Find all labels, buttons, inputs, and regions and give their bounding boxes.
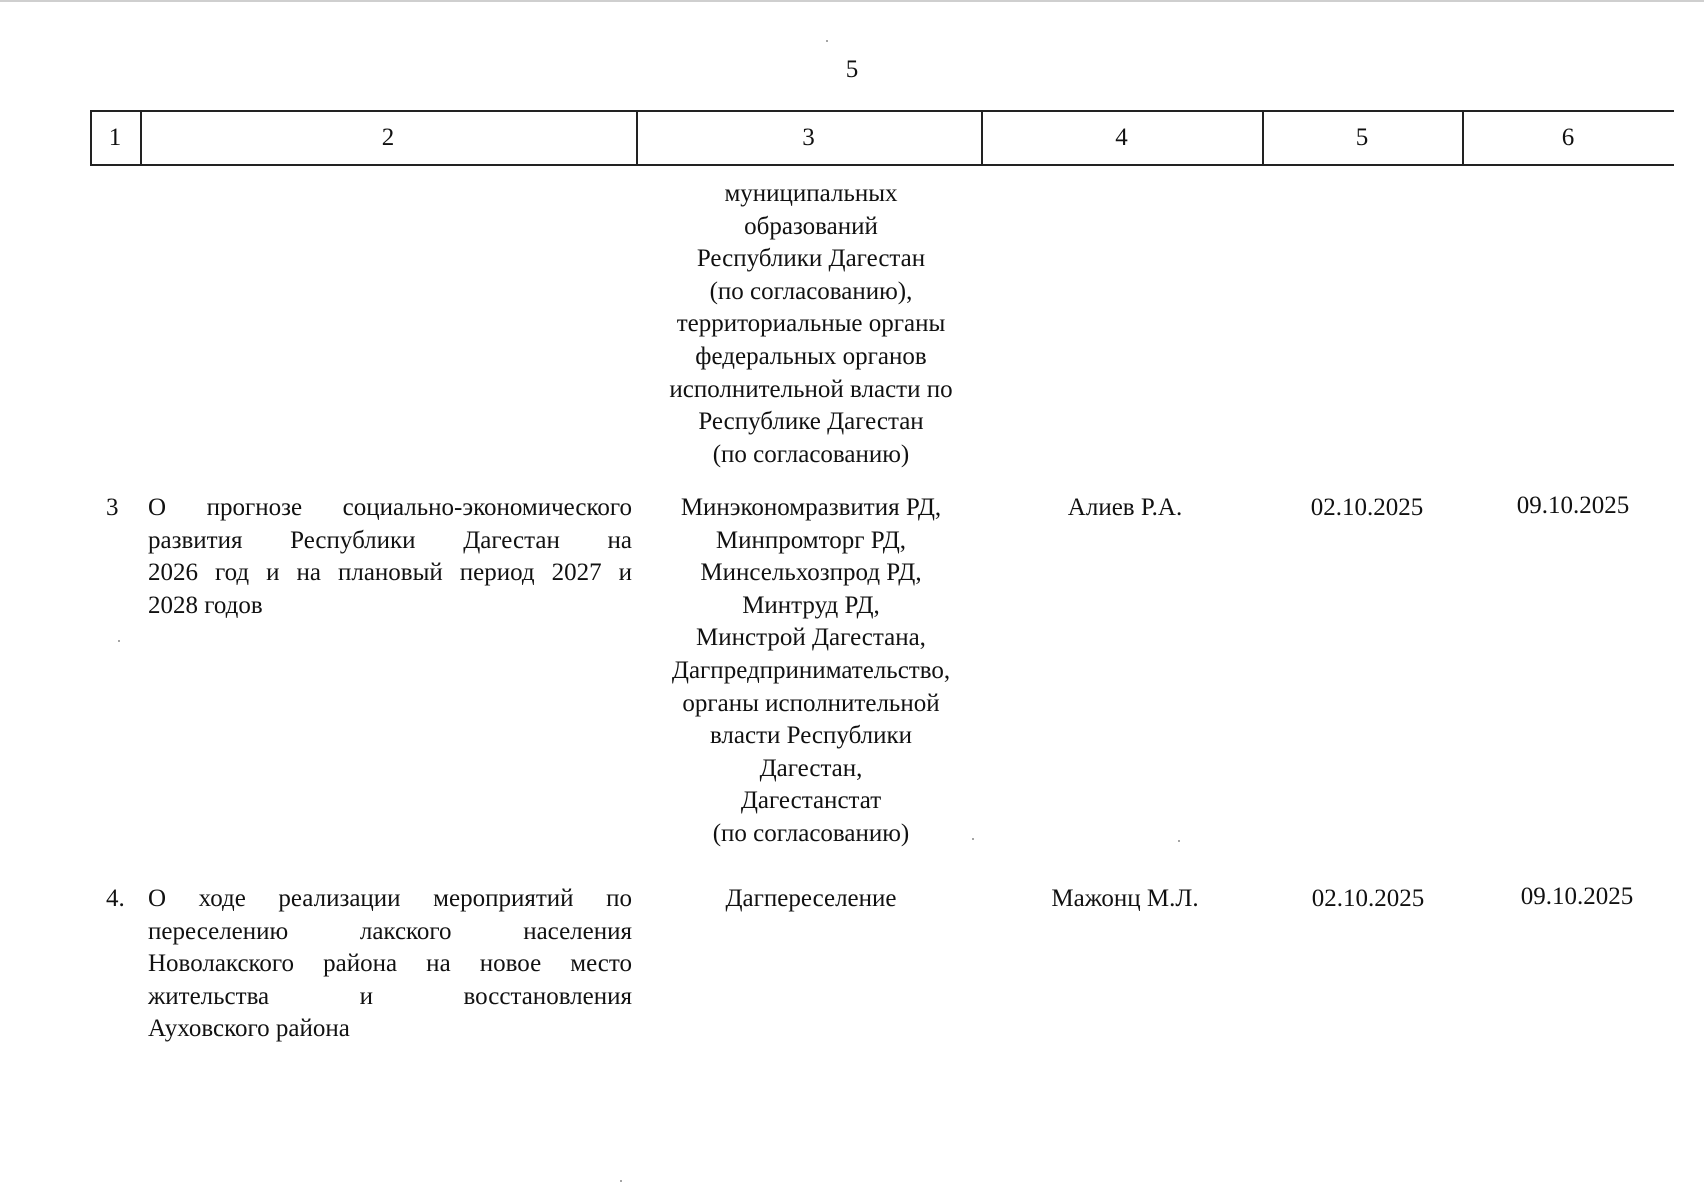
- text-line: развития Республики Дагестан на: [148, 526, 632, 554]
- row-topic: [148, 492, 632, 622]
- text-line: О ходе реализации мероприятий по: [148, 885, 632, 912]
- scan-speck: [826, 40, 828, 42]
- column-header: 3: [802, 124, 815, 151]
- row-responsible: Алиев Р.А.: [1067, 494, 1183, 521]
- text-line: Минтруд РД,: [742, 591, 880, 619]
- text-line: федеральных органов: [695, 342, 927, 370]
- row-responsible: Мажонц М.Л.: [1051, 885, 1199, 912]
- text-line: Минстрой Дагестана,: [696, 624, 926, 652]
- row-date-1: 02.10.2025: [1310, 494, 1424, 521]
- text-line: Дагестанстат: [740, 787, 882, 815]
- text-line: территориальные органы: [676, 310, 946, 338]
- column-header: 6: [1561, 124, 1575, 151]
- text-line: 2026 год и на плановый период 2027 и: [148, 559, 632, 587]
- column-header: 4: [1115, 124, 1128, 151]
- text-line: жительства и восстановления: [148, 982, 632, 1010]
- row-date-1: 02.10.2025: [1311, 885, 1425, 912]
- continued-row-executors: [636, 178, 986, 471]
- text-line: (по согласованию): [712, 440, 910, 468]
- column-header: 5: [1355, 124, 1369, 151]
- text-line: Ауховского района: [148, 1015, 350, 1043]
- text-line: образований: [744, 212, 878, 240]
- row-date-2: 09.10.2025: [1516, 492, 1630, 519]
- row-topic: [148, 883, 632, 1046]
- scan-speck: [620, 1180, 622, 1182]
- page-top-edge: [0, 0, 1704, 2]
- text-line: Минэкономразвития РД,: [680, 494, 942, 521]
- text-line: органы исполнительной: [682, 689, 940, 717]
- scan-speck: [1178, 840, 1180, 842]
- row-number: 3: [106, 494, 119, 521]
- text-line: исполнительной власти по: [669, 375, 953, 403]
- row-executors: [636, 883, 986, 916]
- text-line: переселению лакского населения: [148, 917, 632, 945]
- text-line: муниципальных: [724, 180, 898, 207]
- text-line: Республики Дагестан: [696, 245, 926, 273]
- page-number: 5: [845, 56, 859, 83]
- header-bottom-border: [90, 164, 1674, 166]
- text-line: Республике Дагестан: [698, 408, 924, 436]
- scan-speck: [972, 838, 974, 840]
- text-line: Минпромторг РД,: [715, 526, 907, 554]
- column-header: 1: [108, 124, 122, 151]
- text-line: (по согласованию): [712, 819, 910, 847]
- text-line: Дагпредпринимательство,: [671, 656, 951, 684]
- text-line: О прогнозе социально-экономического: [148, 494, 632, 521]
- text-line: власти Республики: [709, 722, 913, 750]
- text-line: Дагпереселение: [725, 885, 897, 912]
- row-executors: [636, 492, 986, 851]
- text-line: Минсельхозпрод РД,: [700, 559, 922, 587]
- column-header: 2: [381, 124, 395, 151]
- scan-speck: [118, 640, 120, 642]
- row-date-2: 09.10.2025: [1520, 883, 1634, 910]
- table-top-border: [90, 110, 1674, 112]
- text-line: 2028 годов: [148, 591, 263, 619]
- text-line: Новолакского района на новое место: [148, 950, 632, 978]
- row-number: 4.: [106, 885, 125, 912]
- text-line: (по согласованию),: [709, 277, 913, 305]
- text-line: Дагестан,: [759, 754, 863, 782]
